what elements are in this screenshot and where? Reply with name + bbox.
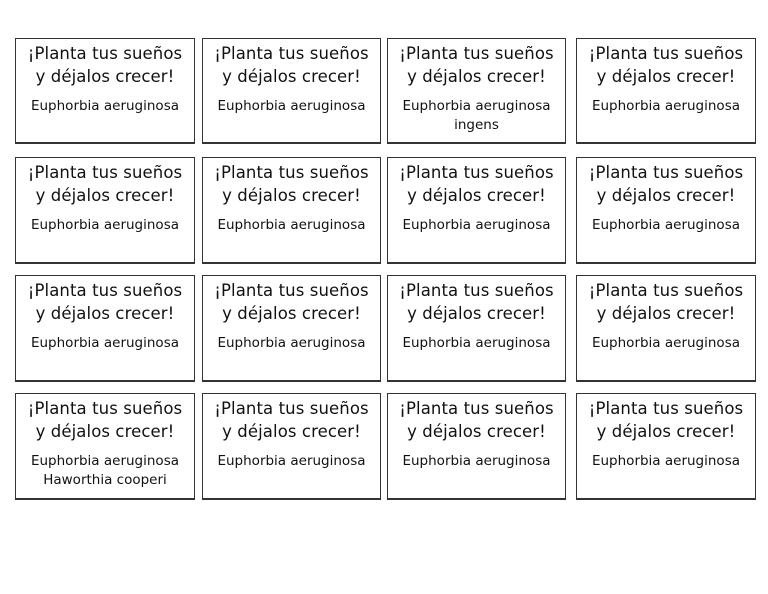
plant-name-block: [577, 325, 755, 353]
plant-label-card: [576, 275, 756, 382]
slogan: [16, 158, 194, 207]
slogan-line-1: ¡Planta tus sueños: [399, 281, 554, 300]
plant-name-block: [203, 325, 380, 353]
slogan-line-1: ¡Planta tus sueños: [588, 399, 744, 418]
slogan: [16, 394, 194, 443]
slogan-line-2: y déjalos crecer!: [596, 304, 736, 323]
slogan-line-2: y déjalos crecer!: [35, 422, 175, 441]
slogan-line-1: ¡Planta tus sueños: [27, 281, 183, 300]
plant-label-card: [15, 157, 195, 264]
slogan-line-2: y déjalos crecer!: [407, 67, 546, 86]
slogan-line-1: ¡Planta tus sueños: [588, 44, 744, 63]
plant-label-card: [576, 393, 756, 500]
plant-name-block: [203, 88, 380, 116]
slogan-line-2: y déjalos crecer!: [222, 422, 361, 441]
slogan-line-2: y déjalos crecer!: [35, 186, 175, 205]
slogan-line-2: y déjalos crecer!: [35, 67, 175, 86]
slogan-line-1: ¡Planta tus sueños: [214, 281, 369, 300]
plant-label-card: [387, 393, 566, 500]
plant-name-block: [16, 88, 194, 116]
slogan: [388, 39, 565, 88]
plant-name: Euphorbia aeruginosa: [402, 453, 551, 469]
slogan-line-1: ¡Planta tus sueños: [588, 281, 744, 300]
plant-name-block: [203, 443, 380, 471]
plant-extra: ingens: [454, 117, 499, 133]
slogan-line-2: y déjalos crecer!: [222, 304, 361, 323]
slogan: [16, 39, 194, 88]
plant-name: Euphorbia aeruginosa: [30, 453, 180, 469]
plant-name-block: [16, 443, 194, 490]
plant-label-card: [576, 157, 756, 264]
plant-name: Euphorbia aeruginosa: [402, 98, 551, 114]
slogan: [203, 158, 380, 207]
plant-name-block: [16, 207, 194, 235]
slogan: [388, 394, 565, 443]
slogan: [203, 276, 380, 325]
plant-name: Euphorbia aeruginosa: [217, 453, 366, 469]
plant-label-card: [202, 157, 381, 264]
plant-label-card: [387, 157, 566, 264]
plant-name-block: [577, 207, 755, 235]
plant-name-block: [388, 88, 565, 135]
slogan-line-1: ¡Planta tus sueños: [27, 399, 183, 418]
plant-name: Euphorbia aeruginosa: [217, 217, 366, 233]
plant-label-card: [387, 275, 566, 382]
plant-name: Euphorbia aeruginosa: [217, 98, 366, 114]
plant-label-card: [387, 38, 566, 144]
plant-name-block: [577, 443, 755, 471]
slogan: [577, 158, 755, 207]
plant-name: Euphorbia aeruginosa: [591, 98, 741, 114]
slogan-line-1: ¡Planta tus sueños: [399, 44, 554, 63]
plant-name: Euphorbia aeruginosa: [402, 335, 551, 351]
slogan-line-1: ¡Planta tus sueños: [27, 44, 183, 63]
slogan-line-1: ¡Planta tus sueños: [27, 163, 183, 182]
plant-name-block: [388, 443, 565, 471]
slogan-line-2: y déjalos crecer!: [407, 186, 546, 205]
plant-name-block: [203, 207, 380, 235]
plant-label-card: [576, 38, 756, 144]
slogan-line-1: ¡Planta tus sueños: [214, 399, 369, 418]
plant-name: Euphorbia aeruginosa: [30, 98, 180, 114]
slogan: [577, 394, 755, 443]
plant-extra: Haworthia cooperi: [43, 472, 167, 488]
plant-name-block: [16, 325, 194, 353]
slogan-line-1: ¡Planta tus sueños: [399, 399, 554, 418]
plant-name-block: [577, 88, 755, 116]
slogan: [388, 276, 565, 325]
slogan-line-2: y déjalos crecer!: [596, 186, 736, 205]
plant-name-block: [388, 325, 565, 353]
slogan-line-2: y déjalos crecer!: [407, 422, 546, 441]
slogan: [203, 39, 380, 88]
plant-name: Euphorbia aeruginosa: [591, 453, 741, 469]
plant-name-block: [388, 207, 565, 235]
slogan-line-2: y déjalos crecer!: [222, 67, 361, 86]
plant-label-card: [15, 393, 195, 500]
slogan: [203, 394, 380, 443]
plant-name: Euphorbia aeruginosa: [30, 335, 180, 351]
slogan-line-2: y déjalos crecer!: [35, 304, 175, 323]
plant-name: Euphorbia aeruginosa: [591, 217, 741, 233]
slogan: [577, 39, 755, 88]
plant-name: Euphorbia aeruginosa: [402, 217, 551, 233]
slogan: [577, 276, 755, 325]
plant-name: Euphorbia aeruginosa: [217, 335, 366, 351]
plant-label-card: [202, 393, 381, 500]
slogan-line-1: ¡Planta tus sueños: [588, 163, 744, 182]
slogan: [16, 276, 194, 325]
slogan-line-2: y déjalos crecer!: [596, 67, 736, 86]
plant-label-card: [15, 38, 195, 144]
plant-name: Euphorbia aeruginosa: [30, 217, 180, 233]
plant-label-card: [202, 38, 381, 144]
slogan-line-2: y déjalos crecer!: [407, 304, 546, 323]
plant-name: Euphorbia aeruginosa: [591, 335, 741, 351]
slogan-line-1: ¡Planta tus sueños: [214, 163, 369, 182]
slogan-line-1: ¡Planta tus sueños: [214, 44, 369, 63]
plant-label-card: [15, 275, 195, 382]
plant-label-card: [202, 275, 381, 382]
slogan: [388, 158, 565, 207]
slogan-line-1: ¡Planta tus sueños: [399, 163, 554, 182]
slogan-line-2: y déjalos crecer!: [222, 186, 361, 205]
slogan-line-2: y déjalos crecer!: [596, 422, 736, 441]
